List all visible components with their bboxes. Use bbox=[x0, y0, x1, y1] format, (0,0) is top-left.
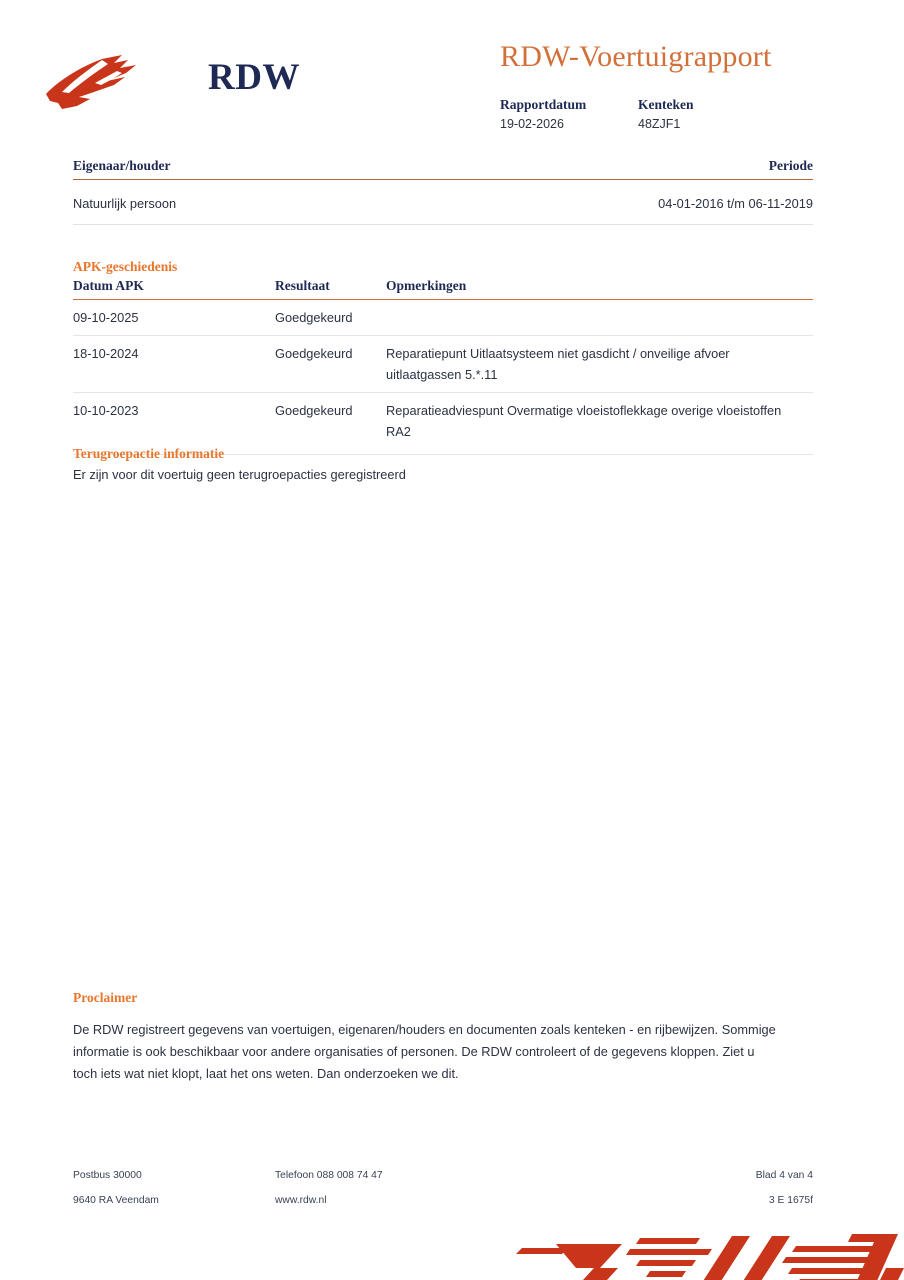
meta-label: Rapportdatum bbox=[500, 97, 587, 112]
footer-page-count: Blad 4 van 4 bbox=[755, 1170, 813, 1181]
meta-kenteken bbox=[638, 97, 776, 131]
rdw-wordmark: RDW bbox=[208, 57, 300, 98]
period-value: 04-01-2016 t/m 06-11-2019 bbox=[658, 196, 813, 211]
proclaimer-body: De RDW registreert gegevens van voertuigen, eigenaren/houders en documenten zoals kenteken - en rijbewijzen. Sommige informatie is ook beschikbaar voor andere organisaties of personen. De RDW controleert of de gegevens kloppen. Ziet u toch iets wat niet klopt, laat het ons weten. Dan onderzoeken we dit. bbox=[73, 1022, 776, 1081]
column-header-date: Datum APK bbox=[73, 278, 275, 300]
speed-lines-icon bbox=[500, 1228, 904, 1280]
cell-remarks bbox=[386, 300, 813, 336]
apk-history-title: APK-geschiedenis bbox=[73, 259, 178, 274]
meta-value: 48ZJF1 bbox=[638, 117, 681, 131]
period-heading: Periode bbox=[768, 158, 813, 173]
column-header-remarks: Opmerkingen bbox=[386, 278, 813, 300]
table-row bbox=[73, 300, 813, 336]
cell-remarks: Reparatiepunt Uitlaatsysteem niet gasdicht / onveilige afvoer uitlaatgassen 5.*.11 bbox=[386, 336, 813, 393]
recall-section bbox=[73, 446, 813, 485]
cell-date: 09-10-2025 bbox=[73, 300, 275, 336]
cell-date: 10-10-2023 bbox=[73, 393, 275, 454]
meta-rapportdatum bbox=[500, 97, 638, 131]
footer-city: 9640 RA Veendam bbox=[73, 1195, 159, 1206]
table-header-row bbox=[73, 278, 813, 300]
footer-phone: Telefoon 088 008 74 47 bbox=[275, 1170, 383, 1181]
footer-row-top bbox=[73, 1170, 813, 1181]
proclaimer-section bbox=[73, 990, 813, 1085]
cell-result: Goedgekeurd bbox=[275, 336, 386, 393]
footer-website[interactable]: www.rdw.nl bbox=[275, 1195, 327, 1206]
cell-result: Goedgekeurd bbox=[275, 393, 386, 454]
apk-history-section bbox=[73, 259, 813, 455]
owner-row bbox=[73, 180, 813, 225]
table-row bbox=[73, 336, 813, 393]
owner-section-header bbox=[73, 158, 813, 180]
report-meta bbox=[500, 97, 776, 131]
page-footer bbox=[73, 1170, 813, 1220]
owner-section bbox=[73, 158, 813, 225]
meta-value: 19-02-2026 bbox=[500, 117, 564, 131]
apk-history-table bbox=[73, 278, 813, 455]
decorative-speed-lines bbox=[500, 1228, 904, 1280]
proclaimer-title: Proclaimer bbox=[73, 990, 138, 1005]
owner-value: Natuurlijk persoon bbox=[73, 196, 177, 211]
rdw-feather-icon bbox=[44, 54, 166, 112]
footer-row-bottom bbox=[73, 1195, 813, 1206]
cell-remarks: Reparatieadviespunt Overmatige vloeistoflekkage overige vloeistoffen RA2 bbox=[386, 393, 813, 454]
rdw-logo bbox=[44, 28, 304, 118]
meta-label: Kenteken bbox=[638, 97, 694, 112]
column-header-result: Resultaat bbox=[275, 278, 386, 300]
cell-date: 18-10-2024 bbox=[73, 336, 275, 393]
owner-heading: Eigenaar/houder bbox=[73, 158, 171, 173]
recall-title: Terugroepactie informatie bbox=[73, 446, 225, 461]
page-title: RDW-Voertuigrapport bbox=[500, 40, 772, 73]
footer-postbus: Postbus 30000 bbox=[73, 1170, 142, 1181]
recall-body: Er zijn voor dit voertuig geen terugroepacties geregistreerd bbox=[73, 467, 406, 482]
cell-result: Goedgekeurd bbox=[275, 300, 386, 336]
table-row bbox=[73, 393, 813, 454]
footer-form-code: 3 E 1675f bbox=[768, 1195, 813, 1206]
